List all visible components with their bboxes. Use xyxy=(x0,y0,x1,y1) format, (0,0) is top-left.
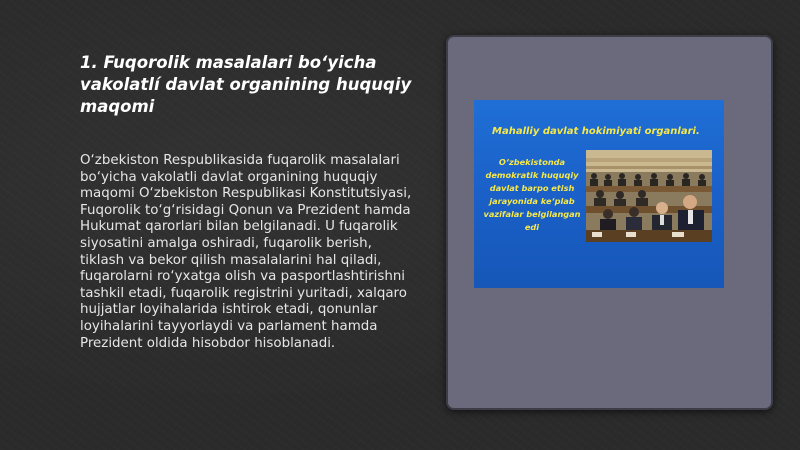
parliament-photo xyxy=(474,100,724,288)
photo-caption: O‘zbekistonda demokratik huquqiy davlat barpo etish jarayonida ke‘plab vazifalar belgilangan edi xyxy=(483,157,581,232)
photo-title: Mahalliy davlat hokimiyati organlari. xyxy=(492,126,700,137)
slide-title: 1. Fuqorolik masalalari bo‘yicha vakolatlí davlat organining huquqiy maqomi xyxy=(80,53,412,116)
slide-body-text: O‘zbekiston Respublikasida fuqarolik masalalari bo‘yicha vakolatli davlat organining huquqiy maqomi O‘zbekiston Respublikasi Konstitutsiyasi, Fuqorolik to‘g‘risidagi Qonun va Prezident hamda Hukumat qarorlari bilan belgilanadi. U fuqarolik siyosatini amalga oshiradi, fuqarolik berish, tiklash va bekor qilish masalalarini hal qiladi, fuqarolarni ro‘yxatga olish va pasportlashtirishni tashkil etadi, fuqarolik registrini yuritadi, xalqaro hujjatlar loyihalarida ishtirok etadi, qonunlar loyihalarini tayyorlaydi va parlament hamda Prezident oldida hisobdor hisoblanadi. xyxy=(80,153,412,351)
parliament-session-image xyxy=(586,150,712,242)
